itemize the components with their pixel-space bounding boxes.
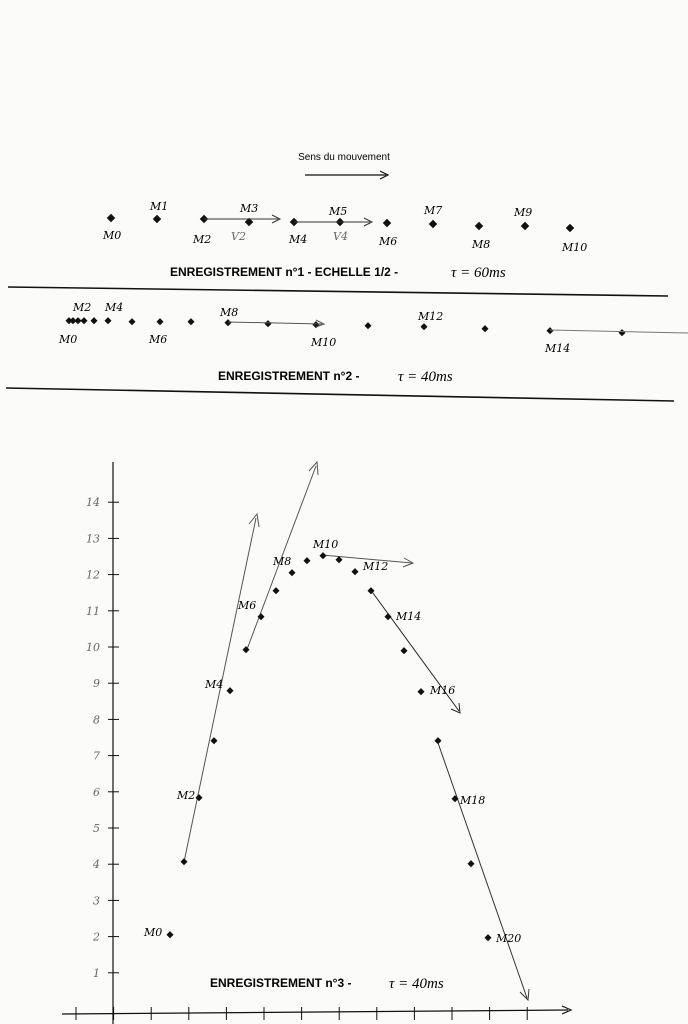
- y-tick-label: 14: [86, 496, 100, 510]
- recording3-tangent-vectors: [184, 462, 529, 1000]
- label-m14: M14: [545, 342, 571, 355]
- label-m18: M18: [460, 794, 486, 807]
- direction-arrow: [305, 171, 388, 179]
- y-tick-label: 12: [86, 568, 100, 582]
- y-tick-label: 10: [86, 641, 100, 654]
- label-m2: M2: [73, 301, 92, 314]
- point-m7: [429, 220, 437, 228]
- label-m6: M6: [238, 599, 257, 612]
- label-m10: M10: [562, 241, 588, 254]
- label-m3: M3: [240, 202, 259, 215]
- label-m5: M5: [329, 205, 348, 218]
- point-m0: [107, 214, 115, 222]
- y-tick-label: 4: [93, 858, 100, 872]
- label-m2: M2: [193, 233, 212, 246]
- y-tick-label: 6: [93, 785, 100, 799]
- y-tick-label: 9: [93, 677, 100, 691]
- label-m10: M10: [311, 336, 337, 349]
- recording2-title: ENREGISTREMENT n°2 -: [218, 369, 360, 383]
- label-m8: M8: [472, 238, 491, 251]
- point-m6: [383, 219, 391, 227]
- point-m10: [566, 224, 574, 232]
- y-tick-label: 11: [86, 604, 100, 618]
- label-m6: M6: [149, 333, 168, 346]
- recording2-labels: [58, 301, 570, 355]
- label-m12: M12: [363, 560, 389, 573]
- recording3-title: ENREGISTREMENT n°3 -: [210, 976, 352, 990]
- recording1-title: ENREGISTREMENT n°1 - ECHELLE 1/2 -: [170, 265, 399, 279]
- label-m9: M9: [514, 206, 533, 219]
- y-tick-label: 5: [93, 822, 100, 835]
- label-v4: V4: [333, 230, 348, 243]
- recording1-labels: [102, 200, 587, 254]
- recording3-points: [166, 552, 491, 941]
- recording3-tau: τ = 40ms: [389, 976, 444, 992]
- label-m0: M0: [59, 333, 78, 346]
- recording3-labels: [143, 538, 521, 945]
- label-m0: M0: [103, 229, 122, 242]
- y-tick-label: 3: [93, 894, 100, 908]
- label-m1: M1: [150, 200, 169, 213]
- recording2-vectors: [228, 320, 688, 333]
- recording1-tau: τ = 60ms: [451, 265, 506, 281]
- label-m14: M14: [396, 610, 422, 623]
- y-tick-label: 2: [93, 930, 100, 944]
- recording2-tau: τ = 40ms: [398, 369, 453, 385]
- label-v2: V2: [231, 230, 246, 243]
- label-m10: M10: [313, 538, 339, 551]
- label-m16: M16: [430, 684, 456, 697]
- label-m4: M4: [205, 678, 224, 691]
- y-tick-label: 8: [93, 713, 100, 727]
- divider-2: [6, 388, 674, 401]
- label-m12: M12: [418, 310, 444, 323]
- divider-1: [8, 287, 668, 296]
- label-m8: M8: [273, 555, 292, 568]
- y-tick-label: 1: [93, 966, 100, 980]
- label-m4: M4: [289, 233, 308, 246]
- label-m7: M7: [424, 204, 443, 217]
- point-m8: [475, 222, 483, 230]
- label-m8: M8: [220, 306, 239, 319]
- point-m1: [153, 215, 161, 223]
- label-m20: M20: [496, 932, 522, 945]
- point-m9: [521, 222, 529, 230]
- label-m4: M4: [105, 301, 124, 314]
- label-m0: M0: [144, 926, 163, 939]
- y-tick-label: 7: [93, 749, 100, 763]
- y-axis-ticks: [86, 496, 119, 980]
- y-tick-label: 13: [86, 532, 100, 546]
- label-m6: M6: [379, 235, 398, 248]
- direction-label: Sens du mouvement: [298, 152, 390, 163]
- label-m2: M2: [177, 789, 196, 802]
